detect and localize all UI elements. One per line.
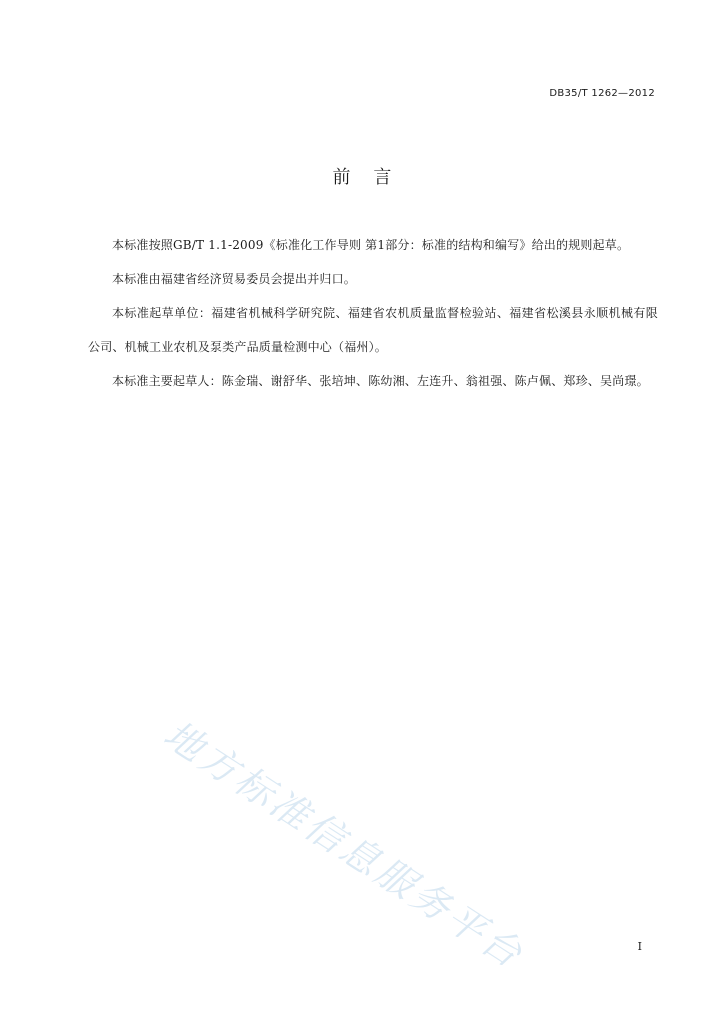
paragraph-proposer: 本标准由福建省经济贸易委员会提出并归口。 <box>112 272 357 286</box>
paragraph-drafters: 本标准主要起草人：陈金瑞、谢舒华、张培坤、陈幼湘、左连升、翁祖强、陈卢佩、郑珍、吴尚璟。 <box>112 374 649 388</box>
paragraph-drafting-units: 本标准起草单位：福建省机械科学研究院、福建省农机质量监督检验站、福建省松溪县永顺机械有限公司、机械工业农机及泵类产品质量检测中心（福州）。 <box>88 306 658 354</box>
page-number: I <box>637 940 642 953</box>
page-title: 前 言 <box>332 167 392 188</box>
standard-code: DB35/T 1262—2012 <box>549 88 655 99</box>
watermark: 地方标准信息服务平台 <box>156 711 533 978</box>
paragraph-drafting-rules: 本标准按照GB/T 1.1-2009《标准化工作导则 第1部分：标准的结构和编写》给出的规则起草。 <box>112 238 630 252</box>
foreword-body <box>88 228 658 398</box>
